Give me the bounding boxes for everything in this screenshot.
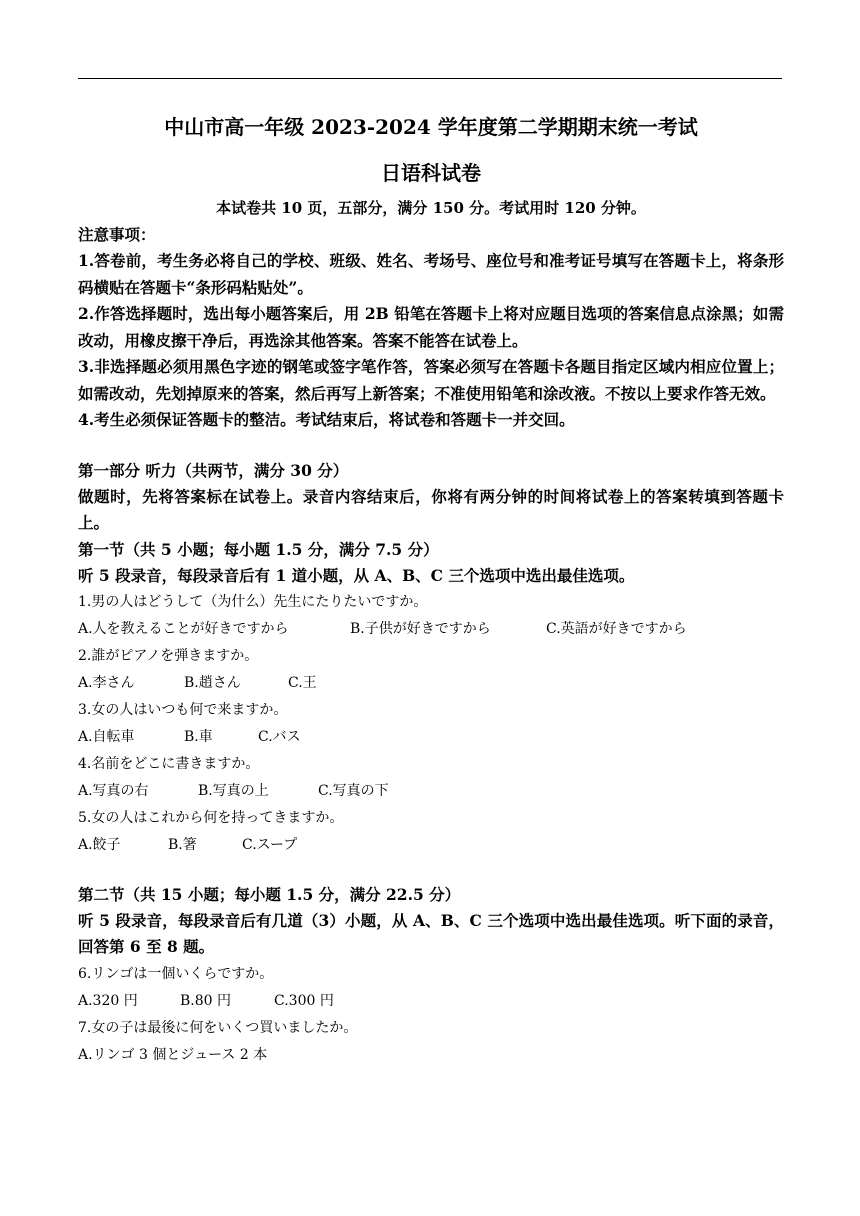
- note-item-4: 4.考生必须保证答题卡的整洁。考试结束后，将试卷和答题卡一并交回。: [78, 410, 575, 429]
- question-1-options: [78, 616, 784, 643]
- exam-title: 中山市高一年级 2023-2024 学年度第二学期期末统一考试: [164, 115, 698, 139]
- notes-label: 注意事项：: [78, 225, 156, 244]
- option-b: B.写真の上: [198, 782, 269, 799]
- note-item-3: 3.非选择题必须用黑色字迹的钢笔或签字笔作答，答案必须写在答题卡各题目指定区域内相应位置上；如需改动，先划掉原来的答案，然后再写上新答案；不准使用铅笔和涂改液。不按以上要求作答无效。: [78, 357, 784, 403]
- part1-instruction: 做题时，先将答案标在试卷上。录音内容结束后，你将有两分钟的时间将试卷上的答案转填到答题卡上。: [78, 486, 784, 532]
- question-4: 4.名前をどこに書きますか。: [78, 755, 260, 772]
- question-5-options: [78, 832, 784, 859]
- question-4-options: [78, 778, 784, 805]
- question-2: 2.誰がピアノを弾きますか。: [78, 647, 259, 664]
- option-a: A.餃子: [78, 836, 121, 853]
- question-5: 5.女の人はこれから何を持ってきますか。: [78, 809, 344, 826]
- note-item-1: 1.答卷前，考生务必将自己的学校、班级、姓名、考场号、座位号和准考证号填写在答题卡上，将条形码横贴在答题卡“条形码粘贴处”。: [78, 251, 784, 297]
- question-1: 1.男の人はどうして（为什么）先生にたりたいですか。: [78, 593, 428, 610]
- exam-info: 本试卷共 10 页，五部分，满分 150 分。考试用时 120 分钟。: [216, 199, 646, 217]
- option-b: B.箸: [168, 836, 197, 853]
- option-b: B.趙さん: [184, 674, 241, 691]
- option-c: C.スープ: [242, 836, 298, 853]
- option-a: A.自転車: [78, 728, 135, 745]
- question-6-options: [78, 988, 784, 1015]
- option-c: C.王: [288, 674, 317, 691]
- question-7-options: [78, 1042, 784, 1069]
- option-a: A.李さん: [78, 674, 135, 691]
- question-7: 7.女の子は最後に何をいくつ買いましたか。: [78, 1019, 358, 1036]
- option-b: B.子供が好きですから: [350, 620, 491, 637]
- option-c: C.バス: [258, 728, 301, 745]
- page-content: [78, 112, 784, 1069]
- section2-heading: 第二节（共 15 小题；每小题 1.5 分，满分 22.5 分）: [78, 884, 461, 904]
- section1-instruction: 听 5 段录音，每段录音后有 1 道小题，从 A、B、C 三个选项中选出最佳选项。: [78, 565, 635, 585]
- option-b: B.80 円: [180, 992, 232, 1009]
- spacer: [78, 434, 784, 458]
- option-a: A.写真の右: [78, 782, 149, 799]
- spacer: [78, 859, 784, 882]
- section1-heading: 第一节（共 5 小题；每小题 1.5 分，满分 7.5 分）: [78, 539, 439, 559]
- section2-instruction: 听 5 段录音，每段录音后有几道（3）小题，从 A、B、C 三个选项中选出最佳选项。听下面的录音，回答第 6 至 8 题。: [78, 910, 784, 956]
- question-6: 6.リンゴは一個いくらですか。: [78, 965, 274, 982]
- part1-heading: 第一部分 听力（共两节，满分 30 分）: [78, 460, 349, 480]
- option-a: A.リンゴ 3 個とジュース 2 本: [78, 1046, 268, 1063]
- option-c: C.300 円: [274, 992, 334, 1009]
- option-c: C.英語が好きですから: [546, 620, 687, 637]
- option-a: A.人を教えることが好きですから: [78, 620, 289, 637]
- question-2-options: [78, 670, 784, 697]
- option-c: C.写真の下: [318, 782, 389, 799]
- question-3: 3.女の人はいつも何で来ますか。: [78, 701, 288, 718]
- option-b: B.車: [184, 728, 213, 745]
- option-a: A.320 円: [78, 992, 138, 1009]
- note-item-2: 2.作答选择题时，选出每小题答案后，用 2B 铅笔在答题卡上将对应题目选项的答案信息点涂黑；如需改动，用橡皮擦干净后，再选涂其他答案。答案不能答在试卷上。: [78, 304, 784, 350]
- exam-subtitle: 日语科试卷: [381, 161, 481, 185]
- top-rule-divider: [78, 78, 782, 79]
- question-3-options: [78, 724, 784, 751]
